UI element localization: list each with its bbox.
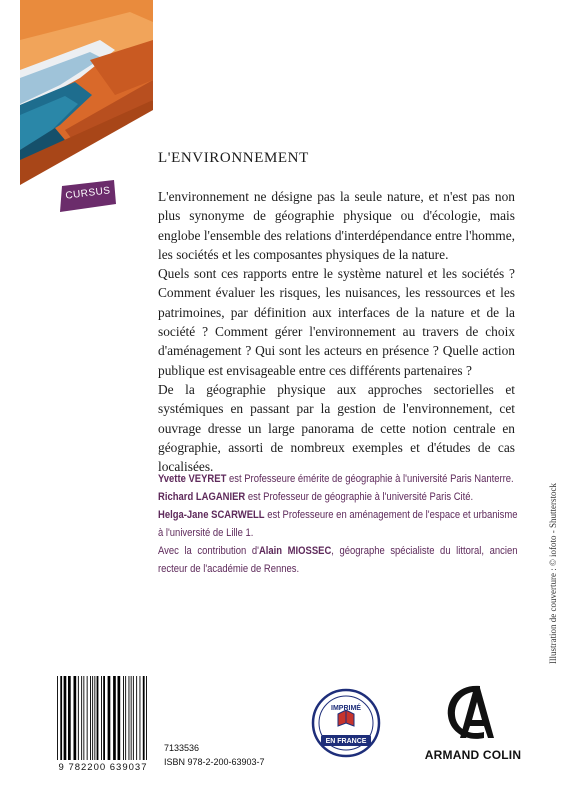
book-title: L'ENVIRONNEMENT bbox=[158, 150, 309, 166]
imprime-en-france-stamp bbox=[311, 688, 381, 758]
contribution-suffix: , géographe spécialiste du littoral, ancien recteur de l'académie de Rennes. bbox=[158, 545, 518, 575]
body-paragraph: L'environnement ne désigne pas la seule nature, et n'est pas non plus synonyme de géographie physique ou d'écologie, mais englobe l'ensemble des relations d'interdépendance entre l'homme, les sociétés et les composantes physiques de la nature. bbox=[158, 189, 515, 262]
author-line bbox=[158, 488, 517, 506]
isbn: ISBN 978-2-200-63903-7 bbox=[164, 757, 265, 767]
publisher-name: ARMAND COLIN bbox=[424, 748, 522, 762]
barcode-number: 9 782200 639037 bbox=[58, 762, 148, 773]
contribution-line bbox=[158, 542, 517, 578]
cover-photo bbox=[20, 0, 153, 185]
armand-colin-logo bbox=[440, 680, 504, 744]
cursus-label: CURSUS bbox=[64, 185, 112, 202]
author-name: Helga-Jane SCARWELL bbox=[158, 509, 265, 521]
author-line bbox=[158, 470, 517, 488]
author-name: Yvette VEYRET bbox=[158, 473, 227, 485]
product-code: 7133536 bbox=[164, 743, 200, 753]
reference-block bbox=[164, 741, 265, 769]
author-name: Richard LAGANIER bbox=[158, 491, 246, 503]
illustration-credit: Illustration de couverture : © iofoto - Shutterstock bbox=[548, 482, 558, 664]
back-cover-text bbox=[158, 187, 515, 476]
author-line bbox=[158, 506, 517, 542]
author-desc: est Professeure émérite de géographie à l'université Paris Nanterre. bbox=[226, 473, 514, 485]
barcode bbox=[55, 676, 151, 760]
author-desc: est Professeur de géographie à l'université Paris Cité. bbox=[245, 491, 474, 503]
body-paragraph: Quels sont ces rapports entre le système naturel et les sociétés ? Comment évaluer les risques, les nuisances, les ressources et les patrimoines, par définition aux interfaces de la nature et de la société ? Comment gérer l'environnement au travers de choix d'aménagement ? Qui sont les acteurs en présence ? Quelle action publique est envisageable entre ces différents partenaires ? bbox=[158, 266, 515, 378]
authors-block bbox=[158, 470, 517, 578]
contribution-prefix: Avec la contribution d' bbox=[158, 545, 259, 557]
body-paragraph: De la géographie physique aux approches sectorielles et systémiques en passant par la gestion de l'environnement, cet ouvrage dresse un large panorama de cette notion centrale en géographie, assorti de nombreux exemples et d'études de cas localisées. bbox=[158, 381, 515, 475]
stamp-top-text: IMPRIMÉ bbox=[331, 705, 361, 712]
cursus-tag bbox=[60, 180, 116, 212]
stamp-bottom-text: EN FRANCE bbox=[325, 738, 367, 745]
contributor-name: Alain MIOSSEC bbox=[258, 545, 332, 557]
author-desc: est Professeure en aménagement de l'espace et urbanisme à l'université de Lille 1. bbox=[158, 509, 518, 539]
